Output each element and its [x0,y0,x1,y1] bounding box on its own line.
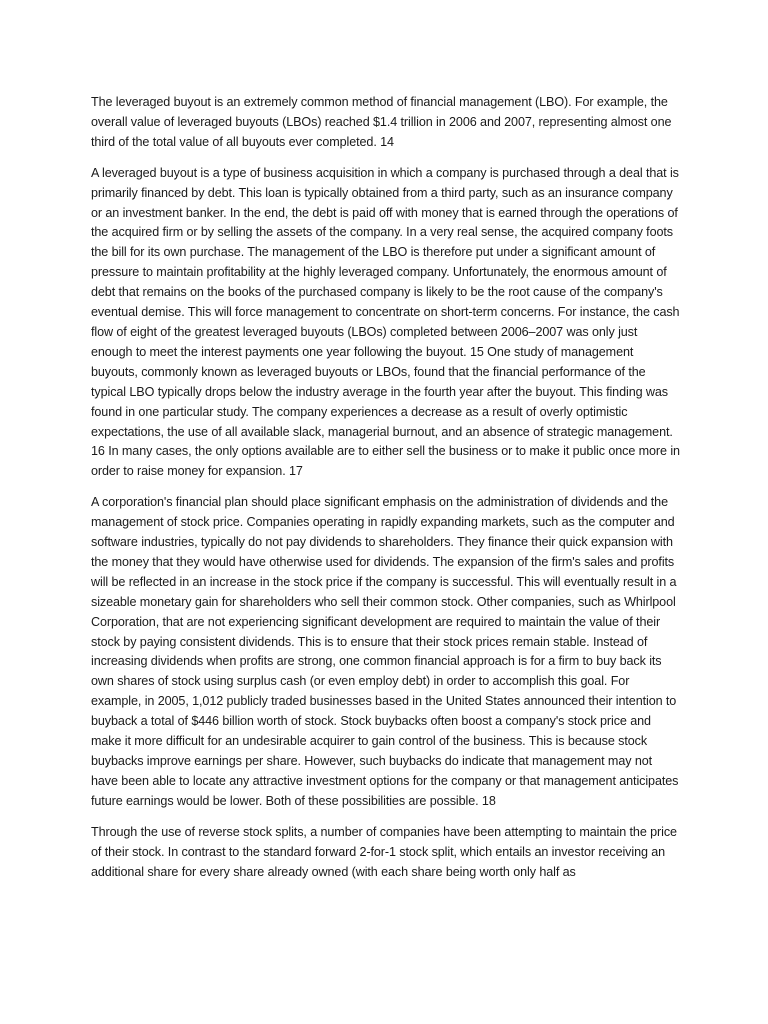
paragraph-lbo-intro: The leveraged buyout is an extremely common method of financial management (LBO). For example, the overall value of leveraged buyouts (LBOs) reached $1.4 trillion in 2006 and 2007, representing almost one third of the total value of all buyouts ever completed. 14 [91,95,672,149]
document-body [91,93,681,893]
paragraph-reverse-stock-splits: Through the use of reverse stock splits, a number of companies have been attempting to maintain the price of their stock. In contrast to the standard forward 2-for-1 stock split, which entails an investor receiving an additional share for every share already owned (with each share being worth only half as [91,824,677,879]
paragraph-lbo-definition: A leveraged buyout is a type of business acquisition in which a company is purchased through a deal that is primarily financed by debt. This loan is typically obtained from a third party, such as an insurance company or an investment banker. In the end, the debt is paid off with money that is earned through the operations of the acquired firm or by selling the assets of the company. In a very real sense, the acquired company foots the bill for its own purchase. The management of the LBO is therefore put under a significant amount of pressure to maintain profitability at the highly leveraged company. Unfortunately, the enormous amount of debt that remains on the books of the purchased company is likely to be the root cause of the company's eventual demise. This will force management to concentrate on short-term concerns. For instance, the cash flow of eight of the greatest leveraged buyouts (LBOs) completed between 2006–2007 was only just enough to meet the interest payments one year following the buyout. 15 One study of management buyouts, commonly known as leveraged buyouts or LBOs, found that the financial performance of the typical LBO typically drops below the industry average in the fourth year after the buyout. This finding was found in one particular study. The company experiences a decrease as a result of overly optimistic expectations, the use of all available slack, managerial burnout, and an absence of strategic management. 16 In many cases, the only options available are to either sell the business or to make it public once more in order to raise money for expansion. 17 [91,165,680,479]
paragraph-dividends-stock-price: A corporation's financial plan should place significant emphasis on the administration of dividends and the management of stock price. Companies operating in rapidly expanding markets, such as the computer and software industries, typically do not pay dividends to shareholders. They finance their quick expansion with the money that they would have otherwise used for dividends. The expansion of the firm's sales and profits will be reflected in an increase in the stock price if the company is successful. This will eventually result in a sizeable monetary gain for shareholders who sell their common stock. Other companies, such as Whirlpool Corporation, that are not experiencing significant development are required to maintain the value of their stock by paying consistent dividends. This is to ensure that their stock prices remain stable. Instead of increasing dividends when profits are strong, one common financial approach is for a firm to buy back its own shares of stock using surplus cash (or even employ debt) in order to accomplish this goal. For example, in 2005, 1,012 publicly traded businesses based in the United States announced their intention to buyback a total of $446 billion worth of stock. Stock buybacks often boost a company's stock price and make it more difficult for an undesirable acquirer to gain control of the business. This is because stock buybacks improve earnings per share. However, such buybacks do indicate that management may not have been able to locate any attractive investment options for the company or that management anticipates future earnings would be lower. Both of these possibilities are possible. 18 [91,495,679,808]
